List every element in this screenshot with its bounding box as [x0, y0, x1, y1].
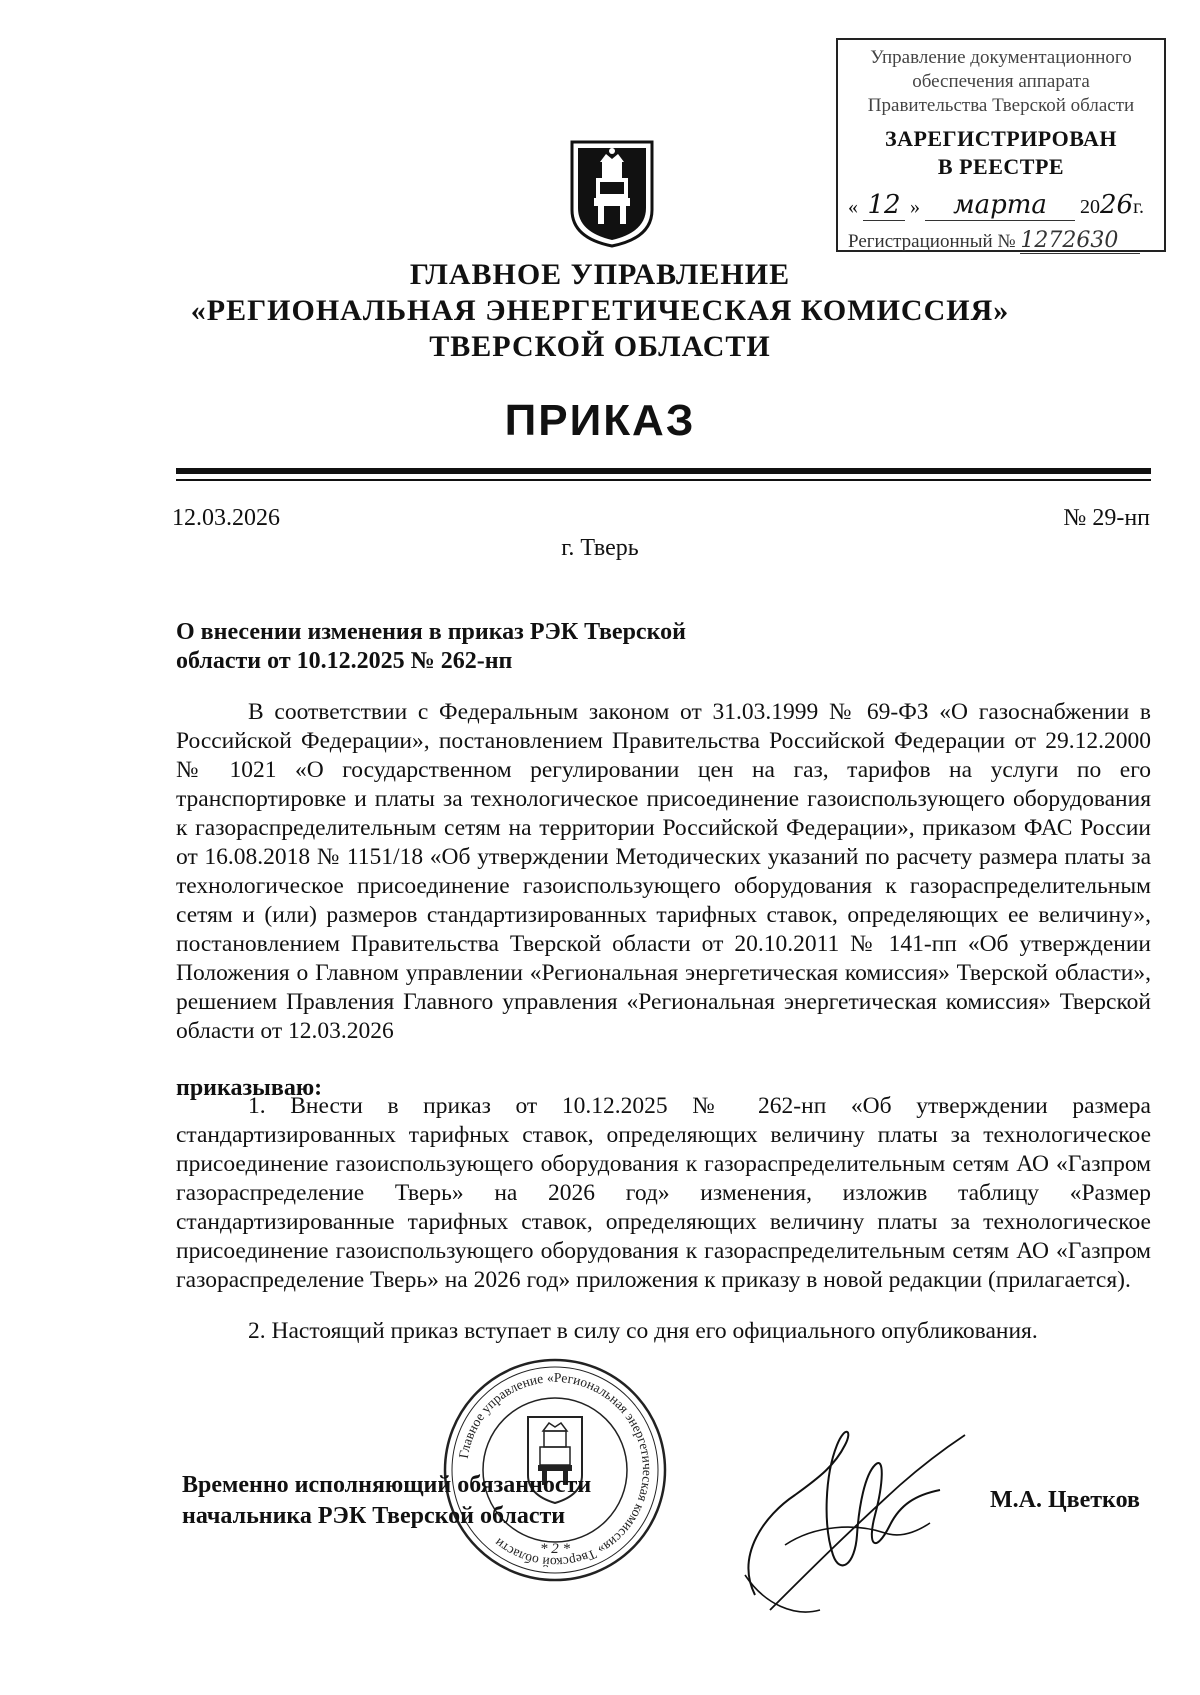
header-rule-thick — [176, 468, 1151, 474]
header-line2: «РЕГИОНАЛЬНАЯ ЭНЕРГЕТИЧЕСКАЯ КОМИССИЯ» — [190, 294, 1010, 327]
stamp-date-year-mark: г. — [1133, 196, 1145, 218]
order-city: г. Тверь — [561, 535, 639, 561]
stamp-number-value: 1272630 — [1020, 228, 1140, 254]
preamble-paragraph: В соответствии с Федеральным законом от 31.03.1999 № 69-ФЗ «О газоснабжении в Российской Федерации», постановлением Правительства Российской Федерации от 29.12.2000 № 1021 «О государственном регулировании цен на газ, тарифов на услуги по его транспортировке и платы за технологическое присоединение газоиспользующего оборудования к газораспределительным сетям на территории Российской Федерации», приказом ФАС России от 16.08.2018 № 1151/18 «Об утверждении Методических указаний по расчету размера платы за технологическое присоединение газоиспользующего оборудования к газораспределительным сетям и (или) размеров стандартизированных тарифных ставок, определяющих ее величину», постановлением Правительства Тверской области от 20.10.2011 № 141-пп «Об утверждении Положения о Главном управлении «Региональная энергетическая комиссия» Тверской области», решением Правления Главного управления «Региональная энергетическая комиссия» Тверской области от 12.03.2026 — [176, 699, 1151, 1044]
stamp-office-line1: Управление документационного — [870, 47, 1132, 68]
signatory-position-line1: Временно исполняющий обязанности — [182, 1472, 592, 1498]
stamp-date-year-prefix: 20 — [1080, 196, 1100, 218]
seal-bottom-text: * 2 * — [540, 1541, 570, 1557]
stamp-date-close-quote: » — [910, 196, 920, 218]
header-rule-thin — [176, 479, 1151, 481]
order-item-2: 2. Настоящий приказ вступает в силу со дня его официального опубликования. — [248, 1318, 1038, 1344]
handwritten-signature — [725, 1405, 975, 1625]
signatory-position-line2: начальника РЭК Тверской области — [182, 1503, 566, 1529]
signatory-name: М.А. Цветков — [990, 1487, 1140, 1513]
stamp-date-month: марта — [925, 190, 1075, 221]
order-number: № 29-нп — [1063, 505, 1150, 531]
header-line1: ГЛАВНОЕ УПРАВЛЕНИЕ — [409, 258, 791, 291]
stamp-number-label: Регистрационный № — [848, 231, 1016, 252]
stamp-date-open-quote: « — [848, 196, 858, 218]
coat-of-arms-icon — [570, 140, 654, 248]
order-subject: О внесении изменения в приказ РЭК Тверской области от 10.12.2025 № 262-нп — [176, 619, 686, 674]
registration-stamp — [836, 38, 1166, 252]
stamp-office-line3: Правительства Тверской области — [867, 95, 1135, 116]
stamp-office-line2: обеспечения аппарата — [912, 71, 1090, 92]
order-word: приказываю: — [176, 1075, 323, 1101]
stamp-date — [848, 190, 1158, 221]
stamp-title-line1: ЗАРЕГИСТРИРОВАН — [884, 126, 1118, 151]
stamp-title-line2: В РЕЕСТРЕ — [937, 154, 1065, 179]
stamp-registration-number — [848, 228, 1158, 254]
document-type-title: ПРИКАЗ — [504, 396, 696, 445]
seal-ring-text: Главное управление «Региональная энергетическая комиссия» Тверской области — [455, 1369, 656, 1571]
stamp-date-day: 12 — [863, 190, 905, 221]
stamp-date-year-suffix: 26 — [1100, 190, 1134, 220]
order-item-1: 1. Внести в приказ от 10.12.2025 № 262-нп «Об утверждении размера стандартизированных тарифных ставок, определяющих величину платы за технологическое присоединение газоиспользующего оборудования к газораспределительным сетям АО «Газпром газораспределение Тверь» на 2026 год» изменения, изложив таблицу «Размер стандартизированные тарифных ставок, определяющих величину платы за технологическое присоединение газоиспользующего оборудования к газораспределительным сетям АО «Газпром газораспределение Тверь» на 2026 год» приложения к приказу в новой редакции (прилагается). — [176, 1093, 1151, 1293]
signatory-position — [182, 1470, 591, 1532]
order-date: 12.03.2026 — [172, 505, 280, 531]
header-line3: ТВЕРСКОЙ ОБЛАСТИ — [429, 330, 771, 363]
